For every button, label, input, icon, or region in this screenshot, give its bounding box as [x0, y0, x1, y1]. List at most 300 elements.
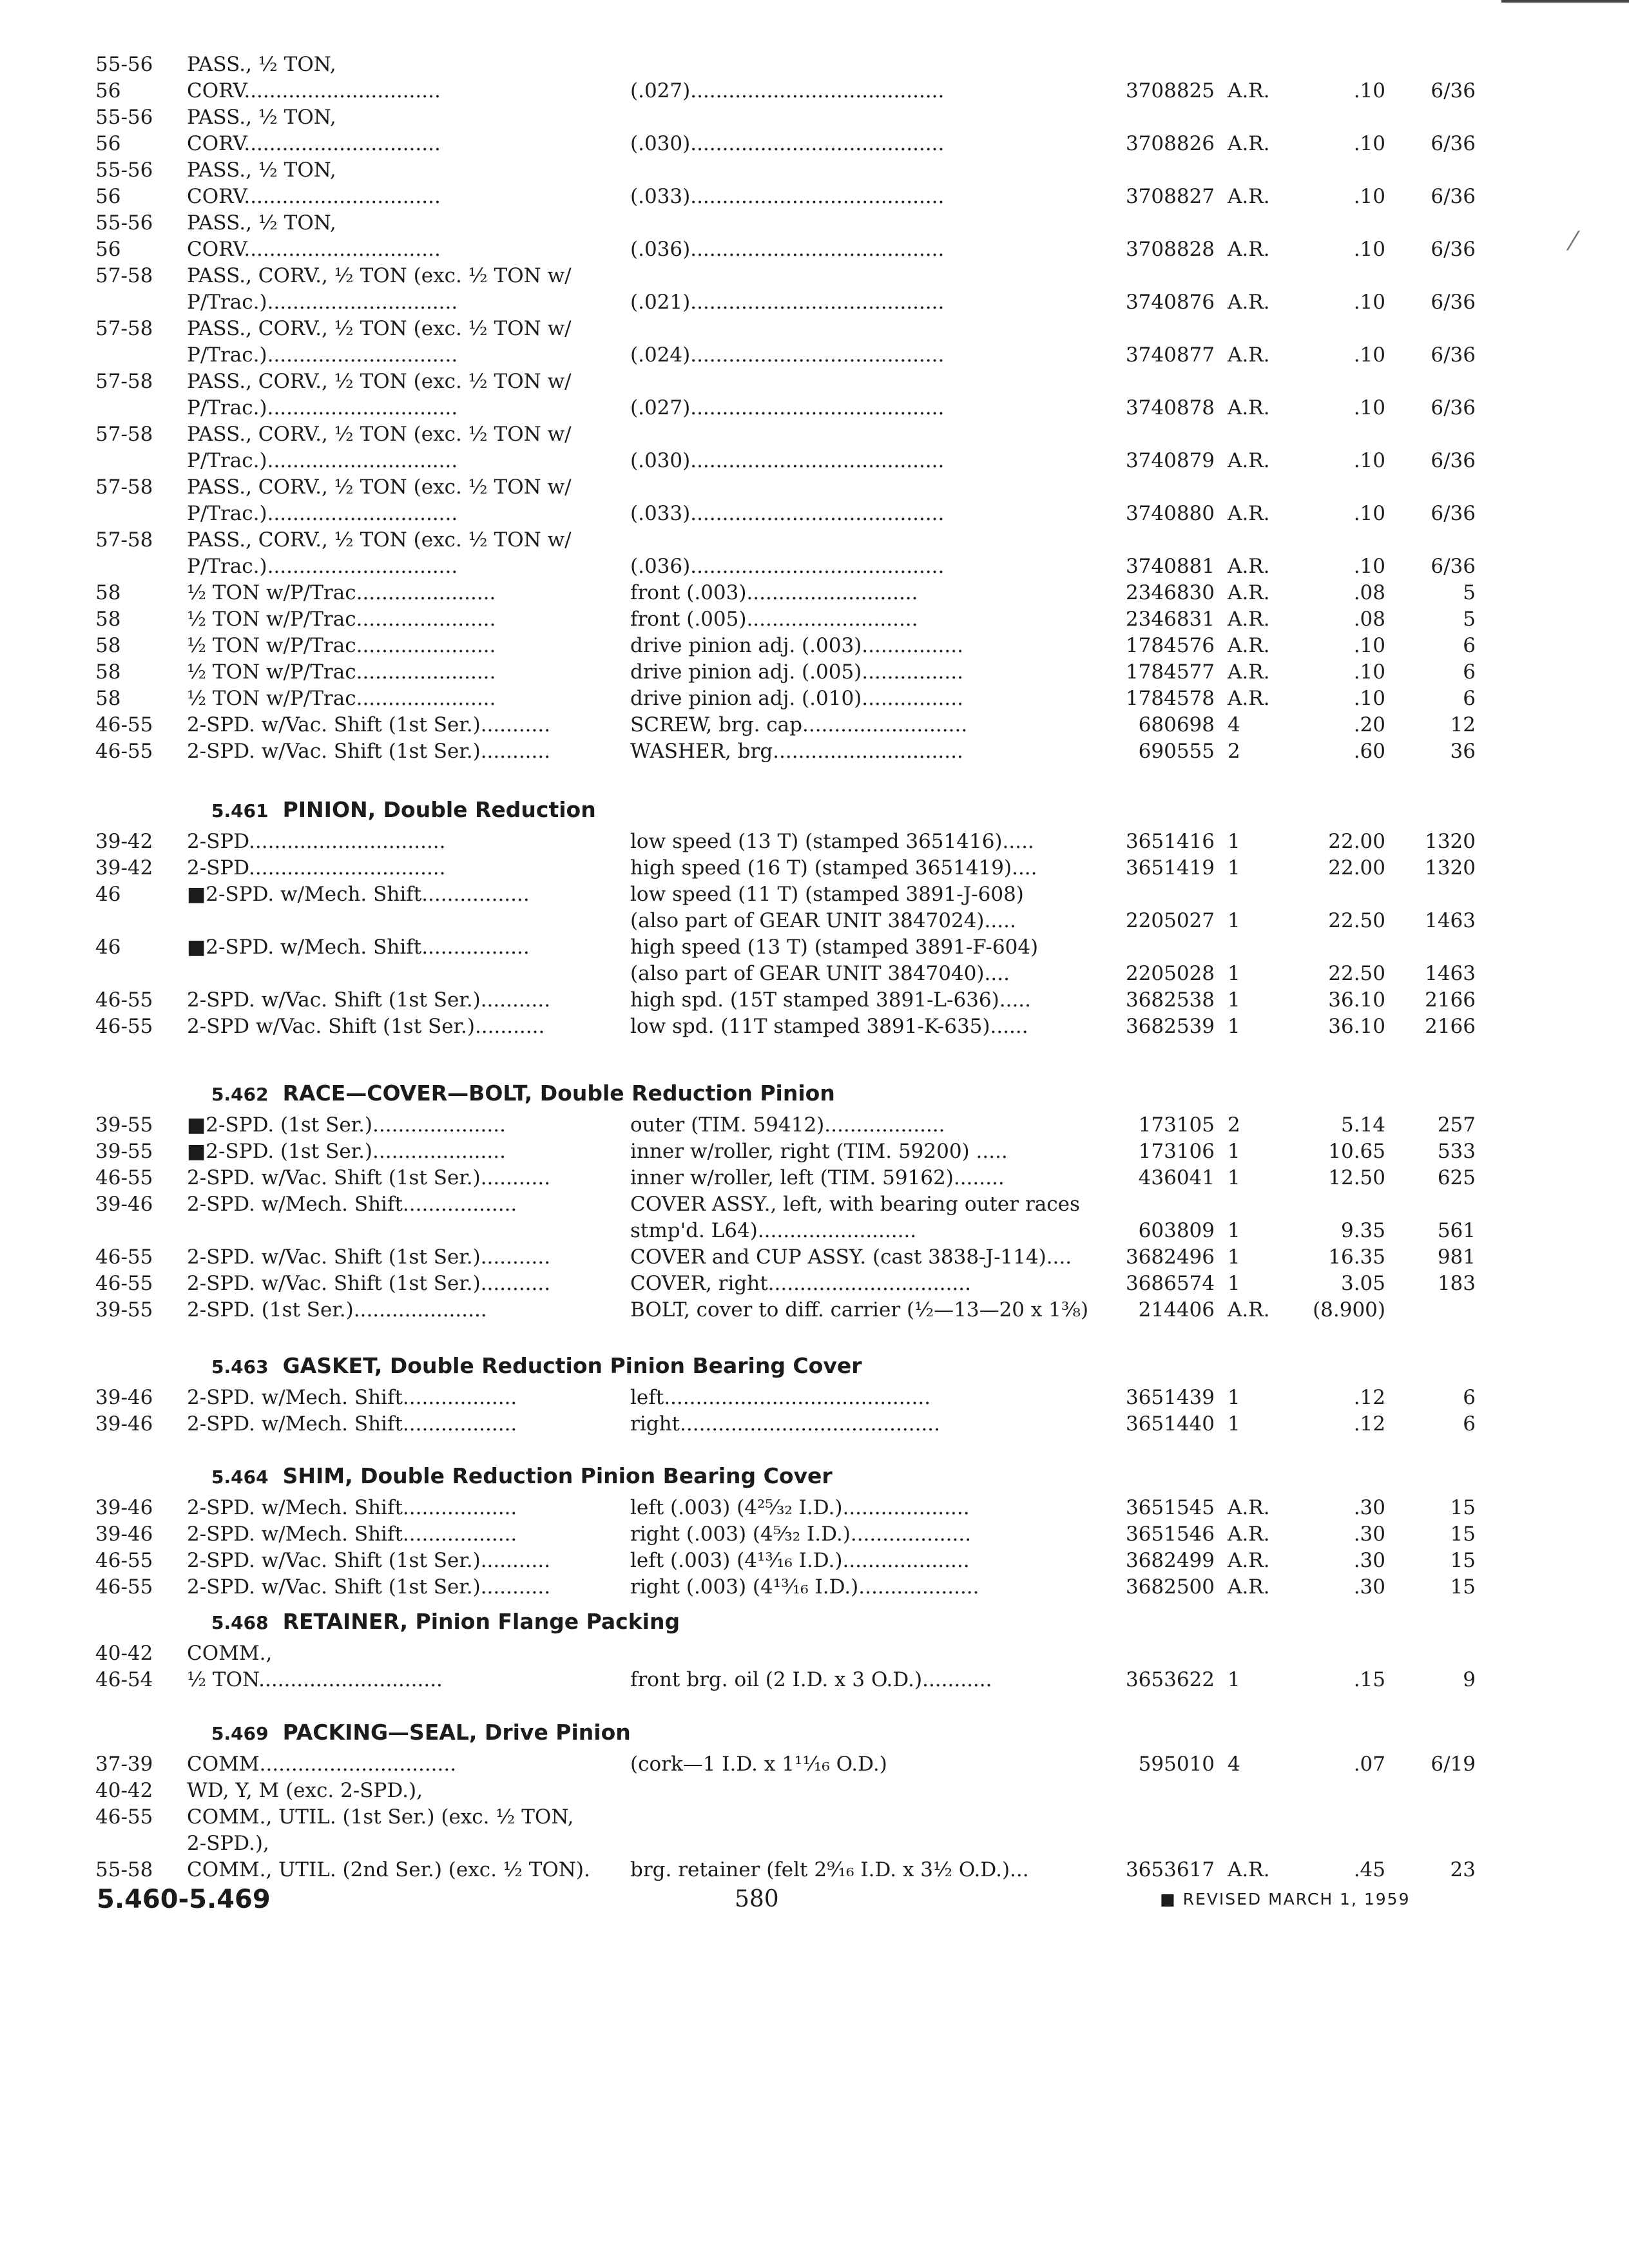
- description: BOLT, cover to diff. carrier (½—13—20 x 1⅜): [630, 1298, 1089, 1321]
- model: ■2-SPD. w/Mech. Shift.................: [187, 936, 530, 959]
- part-number: 3682538: [1125, 988, 1215, 1012]
- section-heading: [0, 1457, 1629, 1495]
- part-number: 3682539: [1125, 1015, 1215, 1038]
- group-price: 6/36: [1431, 555, 1476, 578]
- list-price: .10: [1353, 238, 1385, 261]
- description: high spd. (15T stamped 3891-L-636).....: [630, 988, 1032, 1012]
- group-price: 6: [1463, 687, 1476, 710]
- description: right (.003) (4¹³⁄₁₆ I.D.)...................: [630, 1575, 979, 1599]
- parts-row: [0, 606, 1629, 633]
- description: (also part of GEAR UNIT 3847024).....: [630, 909, 1016, 932]
- description: (.027)........................................: [630, 79, 945, 102]
- model: PASS., CORV., ½ TON (exc. ½ TON w/: [187, 317, 572, 340]
- year-range: 57-58: [95, 423, 153, 446]
- model: CORV...............................: [187, 79, 441, 102]
- parts-row: [0, 1667, 1629, 1693]
- model: CORV...............................: [187, 132, 441, 155]
- parts-row: [0, 1751, 1629, 1778]
- part-number: 680698: [1138, 713, 1215, 736]
- part-number: 3740876: [1125, 291, 1215, 314]
- model: P/Trac.)..............................: [187, 449, 458, 472]
- parts-row: [0, 712, 1629, 738]
- model: ½ TON w/P/Trac......................: [187, 581, 496, 604]
- quantity: 1: [1228, 1412, 1240, 1436]
- quantity: 1: [1228, 1245, 1240, 1269]
- year-range: 55-56: [95, 106, 153, 129]
- year-range: 58: [95, 581, 121, 604]
- group-price: 6/36: [1431, 291, 1476, 314]
- parts-row: [0, 1495, 1629, 1521]
- year-range: 39-55: [95, 1113, 153, 1137]
- list-price: .30: [1353, 1496, 1385, 1519]
- description: low speed (13 T) (stamped 3651416).....: [630, 830, 1034, 853]
- parts-row: [0, 369, 1629, 395]
- group-price: 6/36: [1431, 238, 1476, 261]
- group-price: 5: [1463, 581, 1476, 604]
- group-price: 6/19: [1431, 1753, 1476, 1776]
- description: front (.003)...........................: [630, 581, 918, 604]
- model: 2-SPD. (1st Ser.).....................: [187, 1298, 487, 1321]
- list-price: 5.14: [1340, 1113, 1385, 1137]
- quantity: 4: [1228, 1753, 1240, 1776]
- margin-pencil-mark: ⁄: [1571, 227, 1576, 256]
- description: (.024)........................................: [630, 343, 945, 367]
- section-title: PINION, Double Reduction: [282, 797, 596, 822]
- part-number: 3740878: [1125, 396, 1215, 419]
- model: PASS., CORV., ½ TON (exc. ½ TON w/: [187, 264, 572, 287]
- description: low speed (11 T) (stamped 3891-J-608): [630, 883, 1024, 906]
- description: brg. retainer (felt 2⁹⁄₁₆ I.D. x 3½ O.D.)...: [630, 1858, 1029, 1881]
- parts-row: [0, 580, 1629, 606]
- model: PASS., ½ TON,: [187, 106, 336, 129]
- parts-row: [0, 501, 1629, 527]
- list-price: .12: [1353, 1412, 1385, 1436]
- parts-row: [0, 738, 1629, 765]
- model: PASS., ½ TON,: [187, 159, 336, 182]
- list-price: .10: [1353, 555, 1385, 578]
- parts-row: [0, 1521, 1629, 1548]
- parts-row: [0, 1574, 1629, 1600]
- year-range: 55-56: [95, 211, 153, 235]
- section-heading: [0, 1603, 1629, 1640]
- list-price: 22.00: [1328, 830, 1385, 853]
- quantity: A.R.: [1228, 634, 1270, 657]
- year-range: 40-42: [95, 1642, 153, 1665]
- part-number: 2346831: [1125, 608, 1215, 631]
- part-number: 3651419: [1125, 856, 1215, 879]
- quantity: 1: [1228, 1272, 1240, 1295]
- year-range: 55-56: [95, 159, 153, 182]
- list-price: 22.00: [1328, 856, 1385, 879]
- model: COMM., UTIL. (1st Ser.) (exc. ½ TON,: [187, 1805, 574, 1829]
- parts-row: [0, 908, 1629, 934]
- section-heading: [0, 1347, 1629, 1385]
- quantity: 2: [1228, 740, 1240, 763]
- model: ■2-SPD. (1st Ser.).....................: [187, 1113, 506, 1137]
- quantity: A.R.: [1228, 343, 1270, 367]
- description: drive pinion adj. (.005)................: [630, 660, 963, 684]
- section-title: RACE—COVER—BOLT, Double Reduction Pinion: [282, 1081, 835, 1106]
- parts-row: [0, 659, 1629, 686]
- year-range: 57-58: [95, 264, 153, 287]
- part-number: 3686574: [1125, 1272, 1215, 1295]
- list-price: .30: [1353, 1523, 1385, 1546]
- list-price: 9.35: [1340, 1219, 1385, 1242]
- list-price: .10: [1353, 396, 1385, 419]
- parts-row: [0, 1804, 1629, 1831]
- group-price: 533: [1437, 1140, 1476, 1163]
- part-number: 3740880: [1125, 502, 1215, 525]
- quantity: A.R.: [1228, 608, 1270, 631]
- parts-row: [0, 1411, 1629, 1437]
- description: (.027)........................................: [630, 396, 945, 419]
- description: inner w/roller, right (TIM. 59200) .....: [630, 1140, 1008, 1163]
- part-number: 2205027: [1125, 909, 1215, 932]
- list-price: .10: [1353, 502, 1385, 525]
- list-price: .10: [1353, 687, 1385, 710]
- model: 2-SPD...............................: [187, 856, 446, 879]
- model: 2-SPD. w/Vac. Shift (1st Ser.)...........: [187, 1575, 551, 1599]
- group-price: 15: [1450, 1523, 1476, 1546]
- model: COMM...............................: [187, 1753, 457, 1776]
- model: PASS., ½ TON,: [187, 211, 336, 235]
- parts-row: [0, 236, 1629, 263]
- group-price: 15: [1450, 1496, 1476, 1519]
- group-price: 1463: [1425, 962, 1476, 985]
- parts-row: [0, 1139, 1629, 1165]
- year-range: 57-58: [95, 528, 153, 552]
- year-range: 55-58: [95, 1858, 153, 1881]
- quantity: A.R.: [1228, 185, 1270, 208]
- parts-row: [0, 1778, 1629, 1804]
- description: (cork—1 I.D. x 1¹¹⁄₁₆ O.D.): [630, 1753, 887, 1776]
- section-block: [0, 1075, 1629, 1323]
- part-number: 3740877: [1125, 343, 1215, 367]
- group-price: 6: [1463, 634, 1476, 657]
- year-range: 46-55: [95, 1245, 153, 1269]
- year-range: 46-55: [95, 713, 153, 736]
- parts-row: [0, 1271, 1629, 1297]
- parts-row: [0, 131, 1629, 157]
- quantity: 1: [1228, 1015, 1240, 1038]
- model: ½ TON w/P/Trac......................: [187, 608, 496, 631]
- part-number: 1784576: [1125, 634, 1215, 657]
- section-title: RETAINER, Pinion Flange Packing: [282, 1609, 680, 1634]
- model: ½ TON w/P/Trac......................: [187, 660, 496, 684]
- part-number: 173106: [1138, 1140, 1215, 1163]
- list-price: 36.10: [1328, 1015, 1385, 1038]
- list-price: .10: [1353, 291, 1385, 314]
- parts-row: [0, 961, 1629, 987]
- parts-row: [0, 52, 1629, 78]
- section-heading: [0, 1714, 1629, 1751]
- group-price: 1320: [1425, 856, 1476, 879]
- parts-row: [0, 1831, 1629, 1857]
- description: left..........................................: [630, 1386, 931, 1409]
- list-price: 16.35: [1328, 1245, 1385, 1269]
- parts-row: [0, 527, 1629, 553]
- quantity: 2: [1228, 1113, 1240, 1137]
- part-number: 603809: [1138, 1219, 1215, 1242]
- year-range: 39-46: [95, 1193, 153, 1216]
- list-price: .08: [1353, 608, 1385, 631]
- model: CORV...............................: [187, 185, 441, 208]
- group-price: 1463: [1425, 909, 1476, 932]
- year-range: 56: [95, 185, 121, 208]
- group-price: 6/36: [1431, 132, 1476, 155]
- description: (.036)........................................: [630, 555, 945, 578]
- year-range: 57-58: [95, 317, 153, 340]
- description: COVER and CUP ASSY. (cast 3838-J-114)....: [630, 1245, 1072, 1269]
- description: COVER ASSY., left, with bearing outer races: [630, 1193, 1080, 1216]
- quantity: A.R.: [1228, 502, 1270, 525]
- parts-row: [0, 1297, 1629, 1323]
- list-price: .10: [1353, 79, 1385, 102]
- parts-row: [0, 1244, 1629, 1271]
- description: outer (TIM. 59412)...................: [630, 1113, 945, 1137]
- list-price: (8.900): [1313, 1298, 1385, 1321]
- list-price: .12: [1353, 1386, 1385, 1409]
- part-number: 3682500: [1125, 1575, 1215, 1599]
- list-price: .30: [1353, 1549, 1385, 1572]
- group-price: 12: [1450, 713, 1476, 736]
- group-price: 6: [1463, 1412, 1476, 1436]
- section-heading: [0, 1075, 1629, 1112]
- list-price: .45: [1353, 1858, 1385, 1881]
- model: PASS., CORV., ½ TON (exc. ½ TON w/: [187, 423, 572, 446]
- group-price: 6: [1463, 660, 1476, 684]
- description: (.021)........................................: [630, 291, 945, 314]
- model: P/Trac.)..............................: [187, 502, 458, 525]
- part-number: 3651439: [1125, 1386, 1215, 1409]
- group-price: 2166: [1425, 988, 1476, 1012]
- model: WD, Y, M (exc. 2-SPD.),: [187, 1779, 423, 1802]
- description: (.033)........................................: [630, 502, 945, 525]
- parts-row: [0, 633, 1629, 659]
- model: 2-SPD. w/Vac. Shift (1st Ser.)...........: [187, 1272, 551, 1295]
- list-price: 22.50: [1328, 909, 1385, 932]
- section-title: PACKING—SEAL, Drive Pinion: [282, 1720, 631, 1745]
- quantity: A.R.: [1228, 1549, 1270, 1572]
- list-price: .20: [1353, 713, 1385, 736]
- quantity: A.R.: [1228, 581, 1270, 604]
- section-block: [0, 1714, 1629, 1883]
- model: COMM., UTIL. (2nd Ser.) (exc. ½ TON).: [187, 1858, 590, 1881]
- year-range: 46-54: [95, 1668, 153, 1691]
- parts-row: [0, 104, 1629, 131]
- group-price: 6/36: [1431, 79, 1476, 102]
- year-range: 46-55: [95, 1549, 153, 1572]
- model: ■2-SPD. (1st Ser.).....................: [187, 1140, 506, 1163]
- model: CORV...............................: [187, 238, 441, 261]
- top-edge-rule: [1501, 0, 1629, 3]
- parts-row: [0, 421, 1629, 448]
- model: 2-SPD...............................: [187, 830, 446, 853]
- list-price: .08: [1353, 581, 1385, 604]
- year-range: 37-39: [95, 1753, 153, 1776]
- description: stmp'd. L64).........................: [630, 1219, 917, 1242]
- parts-row: [0, 1191, 1629, 1218]
- model: PASS., CORV., ½ TON (exc. ½ TON w/: [187, 476, 572, 499]
- description: (.030)........................................: [630, 132, 945, 155]
- section-block: [0, 1347, 1629, 1437]
- model: ½ TON w/P/Trac......................: [187, 687, 496, 710]
- list-price: .15: [1353, 1668, 1385, 1691]
- list-price: .60: [1353, 740, 1385, 763]
- quantity: A.R.: [1228, 555, 1270, 578]
- parts-row: [0, 1165, 1629, 1191]
- quantity: A.R.: [1228, 238, 1270, 261]
- model: 2-SPD. w/Vac. Shift (1st Ser.)...........: [187, 1245, 551, 1269]
- description: drive pinion adj. (.010)................: [630, 687, 963, 710]
- model: COMM.,: [187, 1642, 273, 1665]
- quantity: 1: [1228, 909, 1240, 932]
- model: 2-SPD. w/Vac. Shift (1st Ser.)...........: [187, 713, 551, 736]
- year-range: 39-55: [95, 1298, 153, 1321]
- parts-row: [0, 1548, 1629, 1574]
- model: 2-SPD. w/Mech. Shift..................: [187, 1386, 517, 1409]
- model: 2-SPD. w/Vac. Shift (1st Ser.)...........: [187, 1166, 551, 1189]
- quantity: 1: [1228, 1140, 1240, 1163]
- group-price: 183: [1437, 1272, 1476, 1295]
- year-range: 46-55: [95, 1272, 153, 1295]
- year-range: 58: [95, 634, 121, 657]
- group-price: 6/36: [1431, 396, 1476, 419]
- part-number: 3708826: [1125, 132, 1215, 155]
- model: 2-SPD. w/Mech. Shift..................: [187, 1193, 517, 1216]
- section-number: 5.461: [211, 800, 269, 822]
- quantity: 1: [1228, 1668, 1240, 1691]
- parts-row: [0, 78, 1629, 104]
- group-price: 625: [1437, 1166, 1476, 1189]
- part-number: 3682496: [1125, 1245, 1215, 1269]
- part-number: 3651440: [1125, 1412, 1215, 1436]
- description: (.036)........................................: [630, 238, 945, 261]
- list-price: .10: [1353, 132, 1385, 155]
- year-range: 39-46: [95, 1523, 153, 1546]
- part-number: 3708827: [1125, 185, 1215, 208]
- group-price: 5: [1463, 608, 1476, 631]
- parts-row: [0, 157, 1629, 184]
- group-price: 23: [1450, 1858, 1476, 1881]
- list-price: .10: [1353, 343, 1385, 367]
- part-number: 2346830: [1125, 581, 1215, 604]
- group-price: 6/36: [1431, 343, 1476, 367]
- part-number: 595010: [1138, 1753, 1215, 1776]
- part-number: 3708825: [1125, 79, 1215, 102]
- description: left (.003) (4²⁵⁄₃₂ I.D.)....................: [630, 1496, 970, 1519]
- part-number: 3740879: [1125, 449, 1215, 472]
- year-range: 58: [95, 608, 121, 631]
- section-number: 5.462: [211, 1084, 269, 1105]
- list-price: 36.10: [1328, 988, 1385, 1012]
- quantity: 1: [1228, 1386, 1240, 1409]
- parts-row: [0, 855, 1629, 881]
- parts-row: [0, 1218, 1629, 1244]
- model: ½ TON w/P/Trac......................: [187, 634, 496, 657]
- parts-row: [0, 342, 1629, 369]
- list-price: .10: [1353, 185, 1385, 208]
- description: high speed (16 T) (stamped 3651419)....: [630, 856, 1037, 879]
- parts-row: [0, 316, 1629, 342]
- list-price: 3.05: [1340, 1272, 1385, 1295]
- parts-row: [0, 448, 1629, 474]
- quantity: 1: [1228, 1166, 1240, 1189]
- group-price: 561: [1437, 1219, 1476, 1242]
- description: inner w/roller, left (TIM. 59162)........: [630, 1166, 1005, 1189]
- year-range: 57-58: [95, 476, 153, 499]
- year-range: 46-55: [95, 1015, 153, 1038]
- section-block: [0, 791, 1629, 1040]
- part-number: 3682499: [1125, 1549, 1215, 1572]
- group-price: 15: [1450, 1549, 1476, 1572]
- description: right (.003) (4⁵⁄₃₂ I.D.)...................: [630, 1523, 972, 1546]
- year-range: 56: [95, 79, 121, 102]
- part-number: 1784577: [1125, 660, 1215, 684]
- part-number: 3708828: [1125, 238, 1215, 261]
- quantity: 1: [1228, 856, 1240, 879]
- part-number: 690555: [1138, 740, 1215, 763]
- description: COVER, right................................: [630, 1272, 971, 1295]
- year-range: 58: [95, 660, 121, 684]
- quantity: A.R.: [1228, 687, 1270, 710]
- section-title: SHIM, Double Reduction Pinion Bearing Cover: [282, 1463, 833, 1488]
- year-range: 40-42: [95, 1779, 153, 1802]
- parts-row: [0, 1014, 1629, 1040]
- year-range: 39-46: [95, 1386, 153, 1409]
- parts-row: [0, 289, 1629, 316]
- year-range: 57-58: [95, 370, 153, 393]
- year-range: 39-42: [95, 830, 153, 853]
- parts-row: [0, 1385, 1629, 1411]
- part-number: 173105: [1138, 1113, 1215, 1137]
- model: P/Trac.)..............................: [187, 291, 458, 314]
- model: 2-SPD.),: [187, 1832, 269, 1855]
- parts-row: [0, 1112, 1629, 1139]
- part-number: 1784578: [1125, 687, 1215, 710]
- list-price: 22.50: [1328, 962, 1385, 985]
- description: high speed (13 T) (stamped 3891-F-604): [630, 936, 1039, 959]
- year-range: 58: [95, 687, 121, 710]
- year-range: 39-46: [95, 1496, 153, 1519]
- section-number: 5.463: [211, 1356, 269, 1378]
- quantity: A.R.: [1228, 660, 1270, 684]
- model: P/Trac.)..............................: [187, 555, 458, 578]
- page-number: 580: [735, 1886, 779, 1912]
- parts-row: [0, 395, 1629, 421]
- list-price: .10: [1353, 660, 1385, 684]
- section-block: [0, 1457, 1629, 1600]
- year-range: 46-55: [95, 1166, 153, 1189]
- description: front (.005)...........................: [630, 608, 918, 631]
- parts-row: [0, 686, 1629, 712]
- model: PASS., CORV., ½ TON (exc. ½ TON w/: [187, 370, 572, 393]
- year-range: 56: [95, 132, 121, 155]
- model: P/Trac.)..............................: [187, 396, 458, 419]
- description: drive pinion adj. (.003)................: [630, 634, 963, 657]
- year-range: 39-42: [95, 856, 153, 879]
- list-price: .07: [1353, 1753, 1385, 1776]
- group-price: 15: [1450, 1575, 1476, 1599]
- parts-row: [0, 987, 1629, 1014]
- part-number: 3653617: [1125, 1858, 1215, 1881]
- description: SCREW, brg. cap..........................: [630, 713, 968, 736]
- model: PASS., ½ TON,: [187, 53, 336, 76]
- part-number: 3653622: [1125, 1668, 1215, 1691]
- group-price: 981: [1437, 1245, 1476, 1269]
- part-number: 436041: [1138, 1166, 1215, 1189]
- part-number: 3740881: [1125, 555, 1215, 578]
